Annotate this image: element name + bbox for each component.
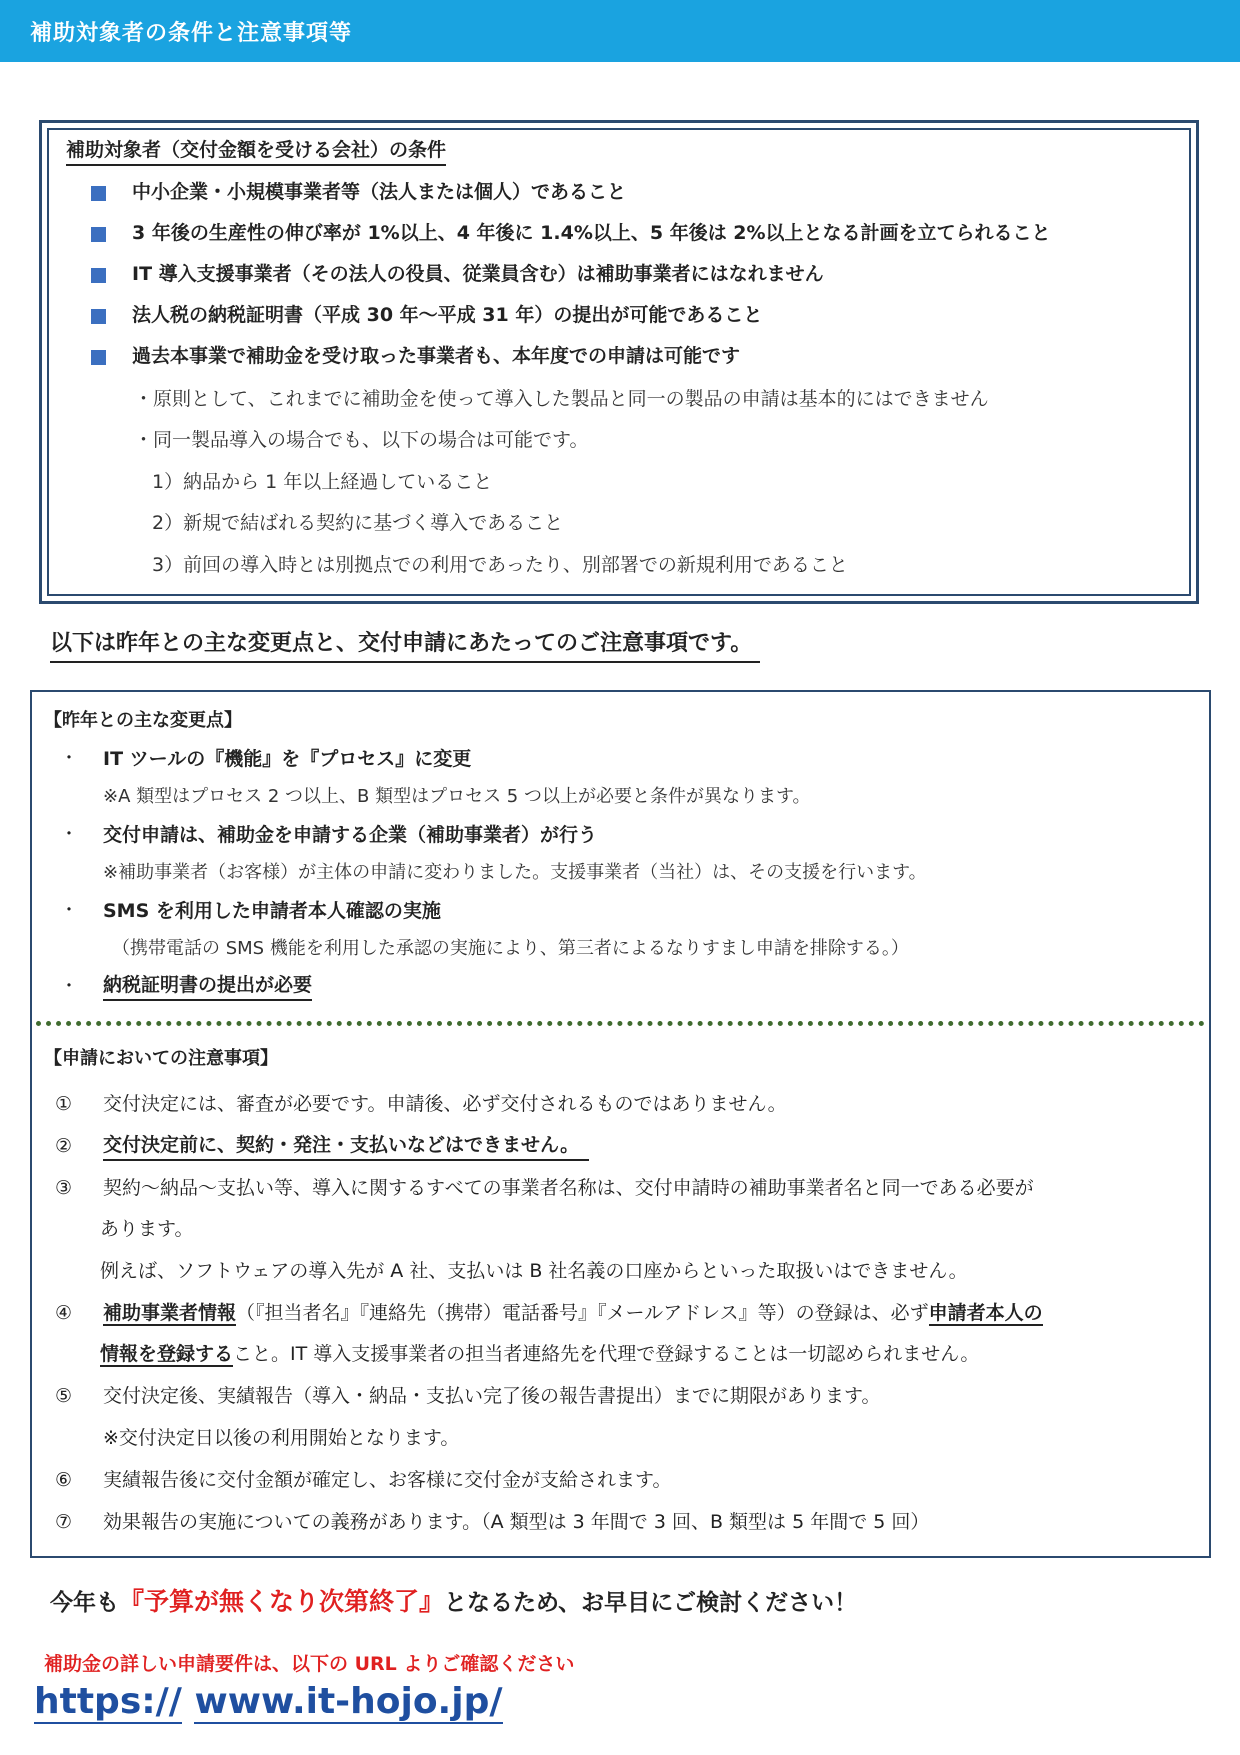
square-bullet-icon	[91, 186, 106, 201]
caution-text: 実績報告後に交付金額が確定し、お客様に交付金が支給されます。	[103, 1469, 672, 1491]
change-item-note: （携帯電話の SMS 機能を利用した承認の実施により、第三者によるなりすまし申請を排除する。）	[112, 938, 909, 959]
intro-heading: 以下は昨年との主な変更点と、交付申請にあたってのご注意事項です。	[50, 627, 760, 663]
bullet-icon: ・	[60, 824, 78, 845]
caution-text: 契約〜納品〜支払い等、導入に関するすべての事業者名称は、交付申請時の補助事業者名と同一である必要が	[103, 1177, 1034, 1199]
caution-emphasis: 申請者本人の	[928, 1302, 1043, 1324]
url-part-scheme[interactable]: https://	[34, 1681, 182, 1722]
caution-text-part: （『担当者名』『連絡先（携帯）電話番号』『メールアドレス』等）の登録は、必ず	[236, 1302, 929, 1324]
bullet-icon: ・	[60, 748, 78, 769]
circled-number: ③	[55, 1177, 73, 1199]
caution-text: ※交付決定日以後の利用開始となります。	[103, 1427, 460, 1449]
closing-prefix: 今年も	[50, 1590, 119, 1616]
caution-text-part: こと。IT 導入支援事業者の担当者連絡先を代理で登録することは一切認められません。	[233, 1343, 980, 1365]
square-bullet-icon	[91, 350, 106, 365]
change-item-note: ※A 類型はプロセス 2 つ以上、B 類型はプロセス 5 つ以上が必要と条件が異なります。	[103, 786, 811, 807]
url-note: 補助金の詳しい申請要件は、以下の URL よりご確認ください	[44, 1653, 575, 1675]
condition-item: 法人税の納税証明書（平成 30 年〜平成 31 年）の提出が可能であること	[132, 304, 763, 326]
bullet-icon: ・	[60, 900, 78, 921]
square-bullet-icon	[91, 268, 106, 283]
closing-suffix: となるため、お早目にご検討ください！	[444, 1590, 858, 1616]
circled-number: ⑤	[55, 1385, 73, 1407]
caution-text: 例えば、ソフトウェアの導入先が A 社、支払いは B 社名義の口座からといった取扱いはできません。	[100, 1260, 968, 1282]
square-bullet-icon	[91, 227, 106, 242]
square-bullet-icon	[91, 309, 106, 324]
change-item-title: IT ツールの『機能』を『プロセス』に変更	[103, 748, 472, 770]
caution-text: 交付決定後、実績報告（導入・納品・支払い完了後の報告書提出）までに期限があります。	[103, 1385, 881, 1407]
change-item-note: ※補助事業者（お客様）が主体の申請に変わりました。支援事業者（当社）は、その支援を行います。	[103, 862, 927, 883]
caution-emphasis: 補助事業者情報	[103, 1302, 237, 1324]
circled-number: ②	[55, 1135, 73, 1157]
condition-numbered-item: 3）前回の導入時とは別拠点での利用であったり、別部署での新規利用であること	[152, 554, 848, 576]
closing-message	[50, 1584, 857, 1621]
caution-text	[100, 1340, 979, 1368]
condition-item: 中小企業・小規模事業者等（法人または個人）であること	[132, 181, 627, 203]
caution-text: 交付決定には、審査が必要です。申請後、必ず交付されるものではありません。	[103, 1093, 787, 1115]
circled-number: ①	[55, 1093, 73, 1115]
caution-text	[103, 1299, 1043, 1327]
condition-numbered-item: 2）新規で結ばれる契約に基づく導入であること	[152, 512, 564, 534]
cautions-heading: 【申請においての注意事項】	[44, 1048, 278, 1069]
dotted-divider	[36, 1021, 1205, 1026]
bullet-icon: ・	[60, 976, 78, 997]
subsidy-url-link[interactable]	[34, 1678, 503, 1726]
circled-number: ④	[55, 1302, 73, 1324]
url-part-host[interactable]: www.it-hojo.jp/	[194, 1681, 503, 1722]
condition-item: IT 導入支援事業者（その法人の役員、従業員含む）は補助事業者にはなれません	[132, 263, 824, 285]
closing-highlight: 『予算が無くなり次第終了』	[119, 1587, 445, 1616]
circled-number: ⑦	[55, 1511, 73, 1533]
change-item-title: 交付申請は、補助金を申請する企業（補助事業者）が行う	[103, 824, 598, 846]
changes-heading: 【昨年との主な変更点】	[44, 710, 242, 731]
condition-item: 3 年後の生産性の伸び率が 1%以上、4 年後に 1.4%以上、5 年後は 2%以上となる計画を立てられること	[132, 222, 1051, 244]
caution-emphasis: 情報を登録する	[100, 1343, 234, 1365]
caution-text: 効果報告の実施についての義務があります。（A 類型は 3 年間で 3 回、B 類型は 5 年間で 5 回）	[103, 1511, 930, 1533]
condition-numbered-item: 1）納品から 1 年以上経過していること	[152, 471, 493, 493]
condition-sub-item: ・同一製品導入の場合でも、以下の場合は可能です。	[134, 429, 589, 451]
conditions-title: 補助対象者（交付金額を受ける会社）の条件	[66, 136, 446, 166]
caution-text: 交付決定前に、契約・発注・支払いなどはできません。	[103, 1131, 589, 1161]
condition-sub-item: ・原則として、これまでに補助金を使って導入した製品と同一の製品の申請は基本的にはできません	[134, 388, 989, 410]
change-item-title: 納税証明書の提出が必要	[103, 971, 312, 1001]
condition-item: 過去本事業で補助金を受け取った事業者も、本年度での申請は可能です	[132, 345, 741, 367]
circled-number: ⑥	[55, 1469, 73, 1491]
change-item-title: SMS を利用した申請者本人確認の実施	[103, 900, 441, 922]
caution-text: あります。	[100, 1218, 194, 1240]
page-header: 補助対象者の条件と注意事項等	[0, 0, 1240, 62]
